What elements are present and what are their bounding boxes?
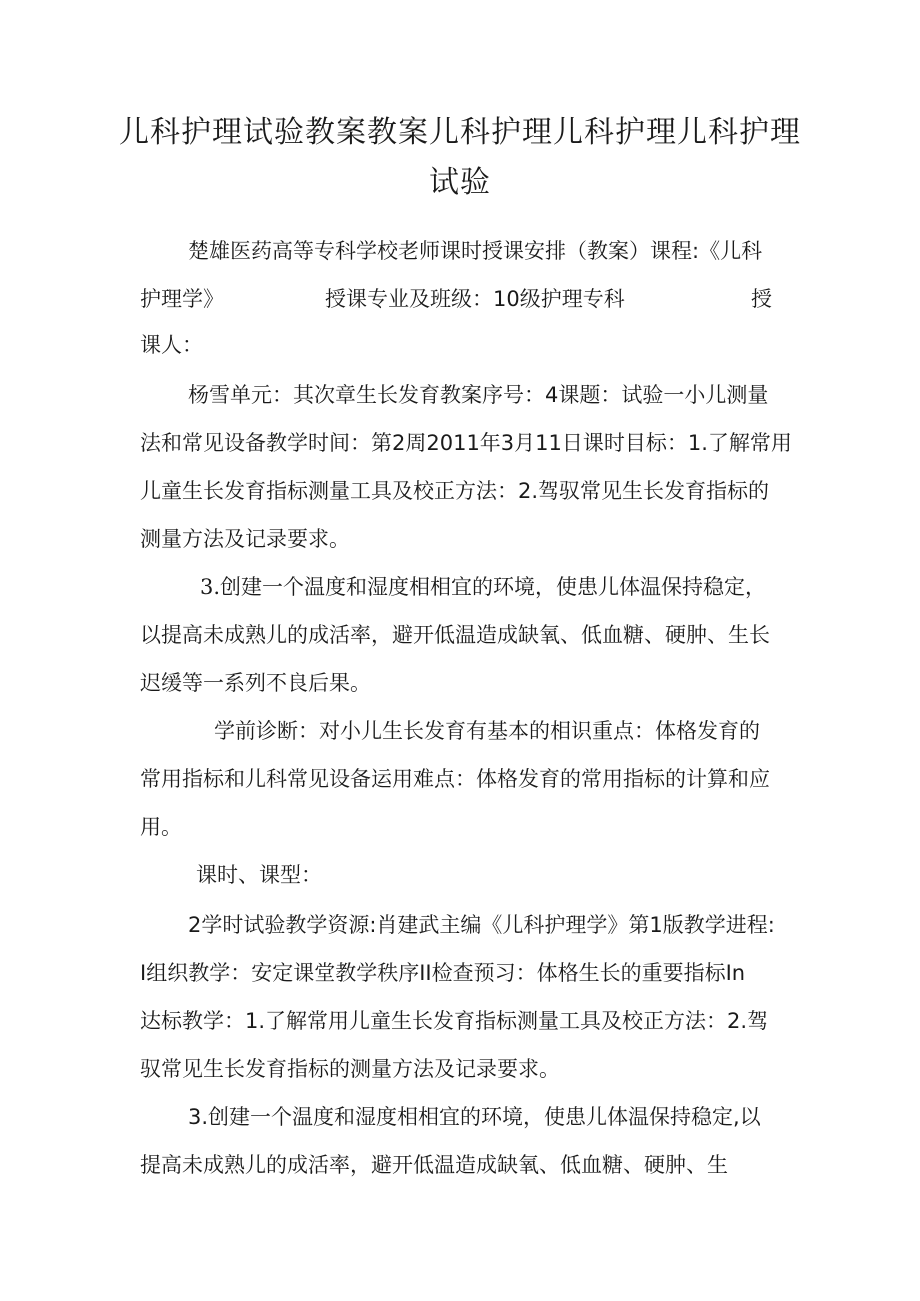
body-line: 常用指标和儿科常见设备运用难点：体格发育的常用指标的计算和应 (140, 767, 770, 791)
body-line: I组织教学：安定课堂教学秩序II检查预习：体格生长的重要指标In (140, 961, 746, 985)
body-line: 课人： (140, 333, 203, 357)
body-line: 杨雪单元：其次章生长发育教案序号：4课题：试验一小儿测量 (188, 383, 769, 407)
body-line: 儿童生长发育指标测量工具及校正方法：2.驾驭常见生长发育指标的 (140, 479, 770, 503)
body-line: 用。 (140, 815, 182, 839)
body-line: 迟缓等一系列不良后果。 (140, 671, 371, 695)
body-line: 学前诊断：对小儿生长发育有基本的相识重点：体格发育的 (214, 719, 760, 743)
body-line: 驭常见生长发育指标的测量方法及记录要求。 (140, 1057, 560, 1081)
body-line: 达标教学：1.了解常用儿童生长发育指标测量工具及校正方法：2.驾 (140, 1009, 769, 1033)
body-line: 提高未成熟儿的成活率，避开低温造成缺氧、低血糖、硬肿、生 (140, 1153, 728, 1177)
document-title-line-1: 儿科护理试验教案教案儿科护理儿科护理儿科护理 (119, 115, 801, 150)
document-title-line-2: 试验 (429, 165, 491, 200)
body-line: 测量方法及记录要求。 (140, 527, 350, 551)
body-line: 授课专业及班级：10级护理专科 (325, 287, 625, 311)
body-line: 课时、课型： (196, 863, 322, 887)
body-line: 2学时试验教学资源:肖建武主编《儿科护理学》第1版教学进程: (188, 913, 775, 937)
body-line: 法和常见设备教学时间：第2周2011年3月11日课时目标：1.了解常用 (140, 431, 792, 455)
body-line: 3.创建一个温度和湿度相相宜的环境，使患儿体温保持稳定,以 (188, 1105, 761, 1129)
body-line: 以提高未成熟儿的成活率，避开低温造成缺氧、低血糖、硬肿、生长 (140, 623, 770, 647)
body-line: 3.创建一个温度和湿度相相宜的环境，使患儿体温保持稳定， (200, 575, 767, 599)
body-line: 护理学》 (140, 287, 224, 311)
body-line: 授 (751, 287, 772, 311)
body-line: 楚雄医药高等专科学校老师课时授课安排（教案）课程:《儿科 (188, 239, 763, 263)
